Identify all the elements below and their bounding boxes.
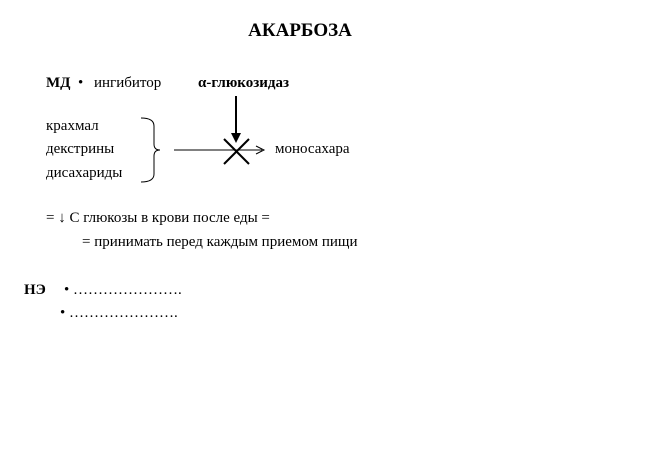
side-effects-label: НЭ — [24, 282, 46, 298]
enzyme-label: α-глюкозидаз — [198, 75, 290, 91]
product-monosaccharides: моносахара — [275, 141, 350, 157]
substrate-brace — [141, 118, 160, 182]
side-effect-item: • …………………. — [64, 282, 182, 298]
effect-glucose: = ↓ С глюкозы в крови после еды = — [46, 210, 270, 226]
effect-timing: = принимать перед каждым приемом пищи — [82, 234, 358, 250]
md-label: МД — [46, 75, 71, 91]
page-title: АКАРБОЗА — [248, 20, 352, 41]
side-effect-item: • …………………. — [60, 305, 178, 321]
inhibitor-arrow-head — [231, 133, 241, 143]
substrate-disaccharides: дисахариды — [46, 165, 123, 181]
md-bullet: • — [78, 75, 84, 91]
substrate-starch: крахмал — [46, 118, 99, 134]
substrate-dextrins: декстрины — [46, 141, 115, 157]
md-text: ингибитор — [94, 75, 162, 91]
